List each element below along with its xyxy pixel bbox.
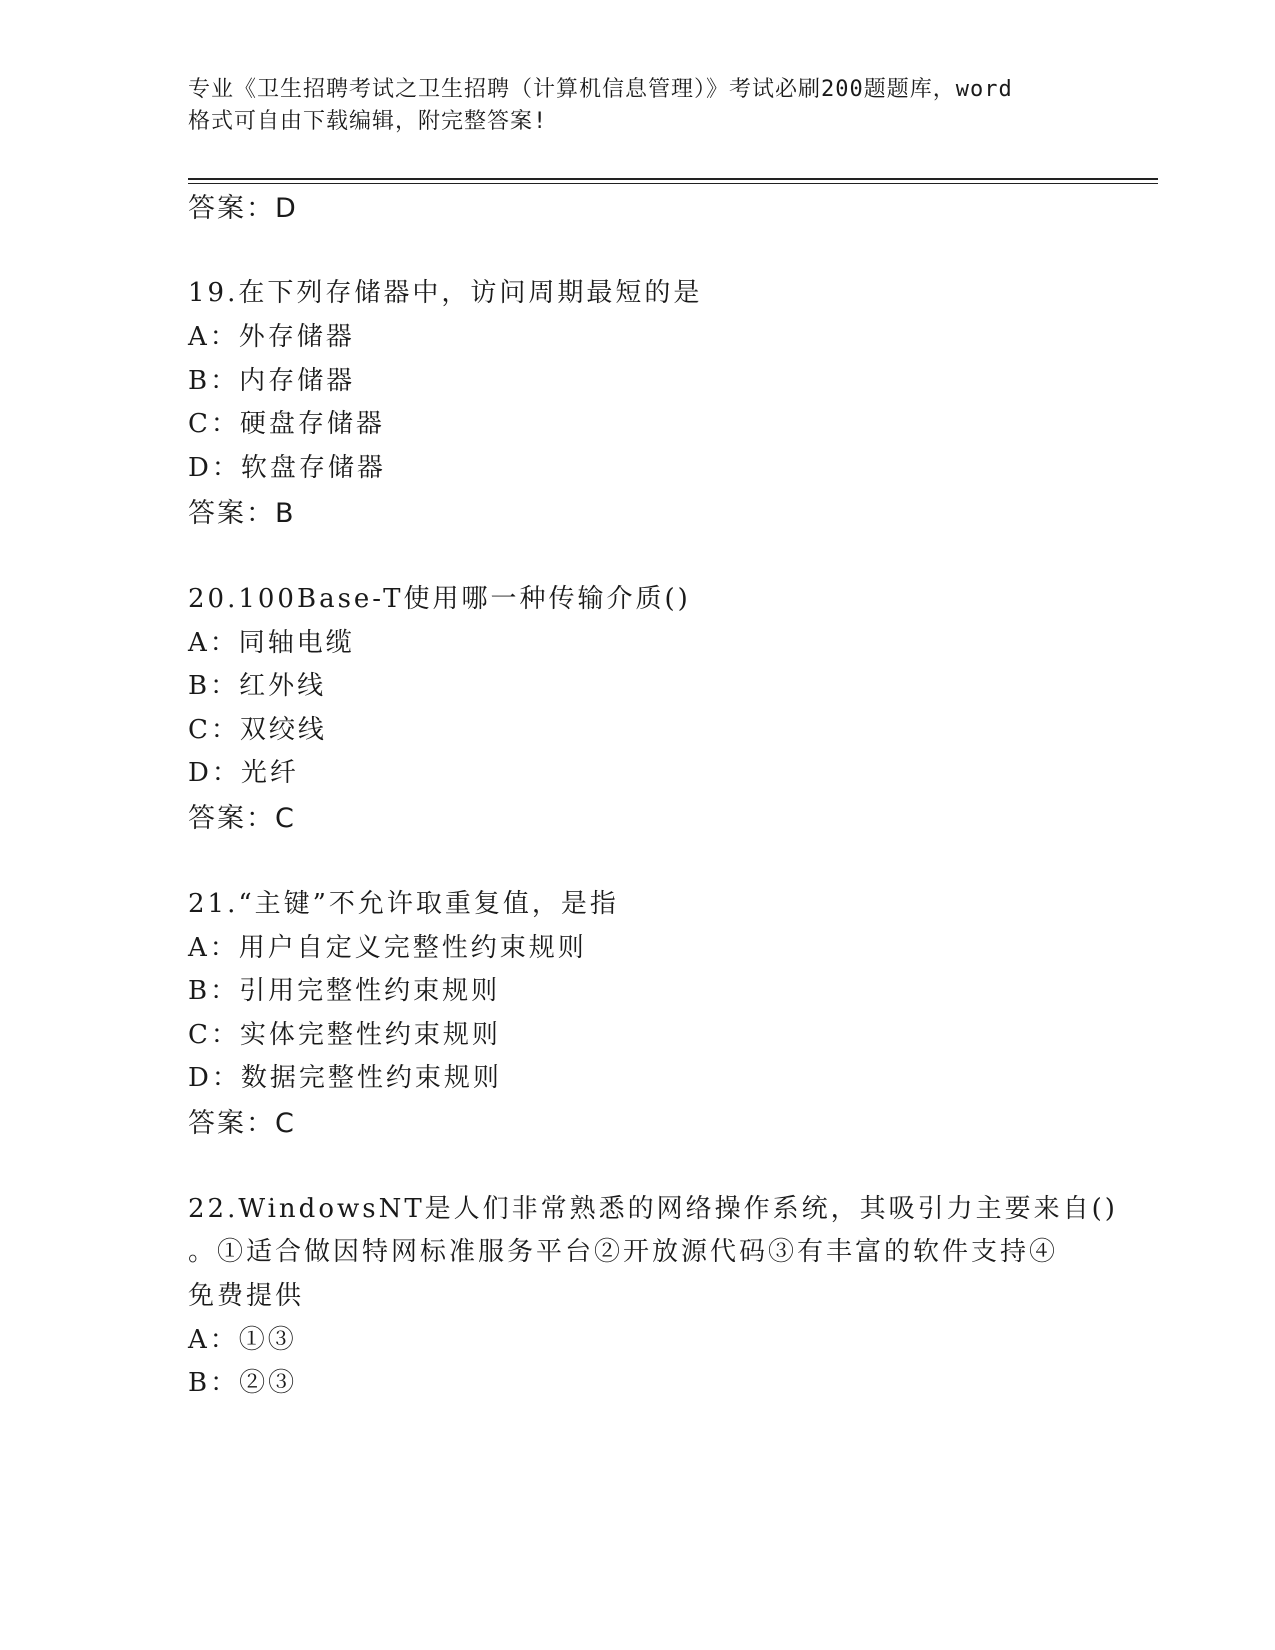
question-21-option-d: D：数据完整性约束规则 <box>188 1063 502 1093</box>
header-divider-thick <box>188 178 1158 180</box>
header-line-2: 格式可自由下载编辑，附完整答案! <box>188 109 548 134</box>
question-19-answer: 答案：B <box>188 498 296 529</box>
previous-answer: 答案：D <box>188 193 298 224</box>
question-22-stem-line-1: 22.WindowsNT是人们非常熟悉的网络操作系统，其吸引力主要来自() <box>188 1194 1118 1224</box>
question-20-option-d: D：光纤 <box>188 758 299 788</box>
document-header <box>188 74 1088 138</box>
question-21-option-a: A：用户自定义完整性约束规则 <box>188 933 587 963</box>
question-19-option-b: B：内存储器 <box>188 366 356 396</box>
question-22-stem-line-3: 免费提供 <box>188 1281 305 1311</box>
question-21-option-b: B：引用完整性约束规则 <box>188 976 501 1006</box>
question-19-option-a: A：外存储器 <box>188 322 355 352</box>
question-20-option-b: B：红外线 <box>188 671 327 701</box>
header-line-1: 专业《卫生招聘考试之卫生招聘（计算机信息管理）》考试必刷200题题库，word <box>188 77 1013 102</box>
question-21-stem: 21.“主键”不允许取重复值，是指 <box>188 889 619 919</box>
question-20-stem: 20.100Base-T使用哪一种传输介质() <box>188 584 691 614</box>
question-20-option-c: C：双绞线 <box>188 715 327 745</box>
question-21-option-c: C：实体完整性约束规则 <box>188 1020 501 1050</box>
question-19-option-d: D：软盘存储器 <box>188 453 386 483</box>
question-20-answer: 答案：C <box>188 803 296 834</box>
header-divider-thin <box>188 183 1158 184</box>
question-19-option-c: C：硬盘存储器 <box>188 409 385 439</box>
question-21-answer: 答案：C <box>188 1108 296 1139</box>
question-20-option-a: A：同轴电缆 <box>188 628 355 658</box>
question-22-option-b: B：②③ <box>188 1368 298 1398</box>
question-19-stem: 19.在下列存储器中，访问周期最短的是 <box>188 278 703 308</box>
question-22-stem-line-2: 。①适合做因特网标准服务平台②开放源代码③有丰富的软件支持④ <box>188 1237 1059 1267</box>
question-22-option-a: A：①③ <box>188 1325 297 1355</box>
